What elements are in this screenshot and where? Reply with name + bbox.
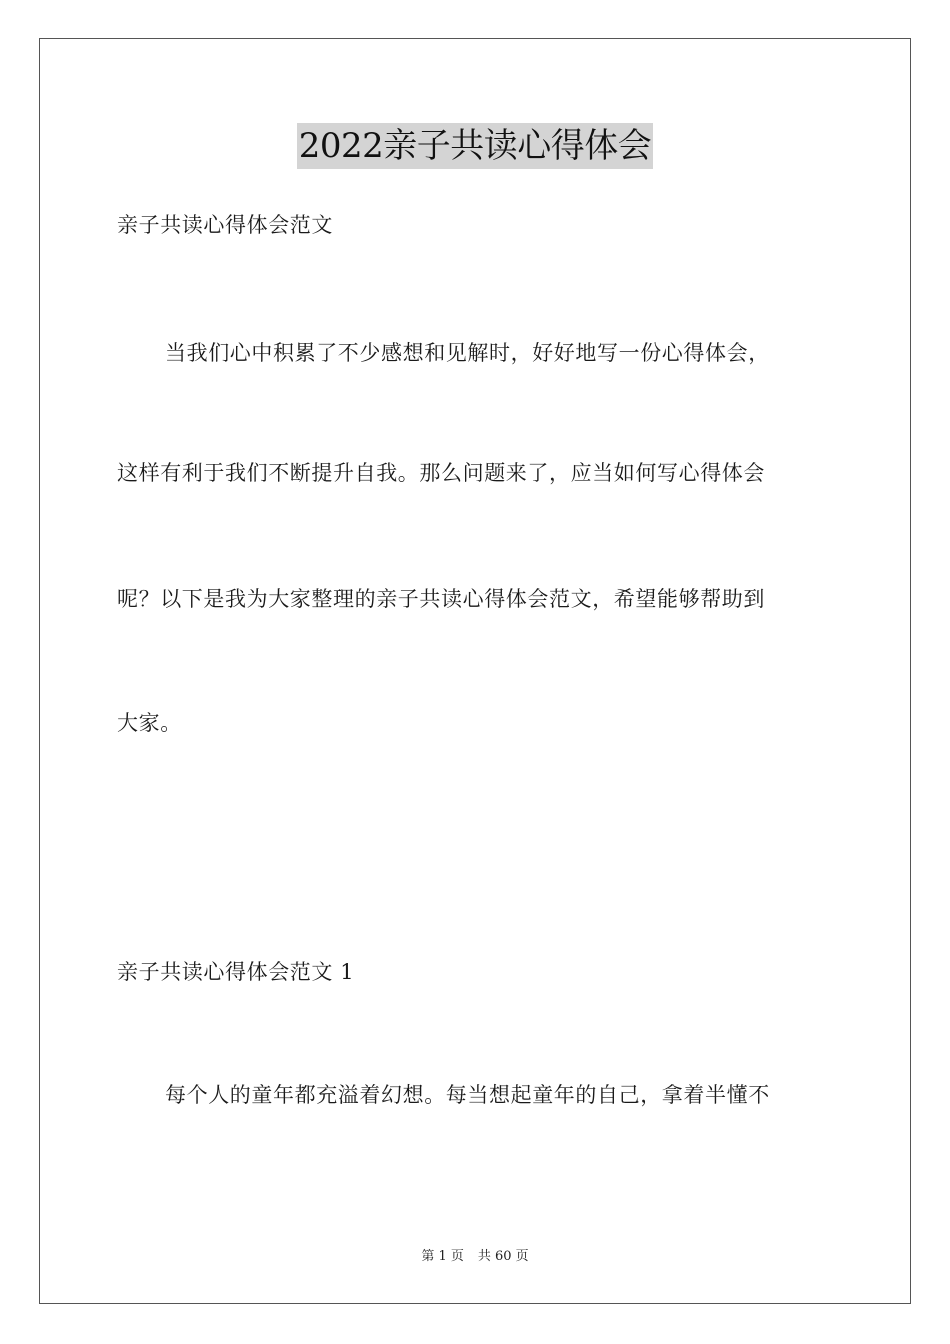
document-title: 2022亲子共读心得体会 — [297, 123, 654, 169]
page-footer — [0, 1248, 950, 1266]
document-subtitle: 亲子共读心得体会范文 — [117, 213, 333, 237]
section-heading-1: 亲子共读心得体会范文 1 — [117, 960, 355, 984]
page-total: 共 60 页 — [477, 1249, 529, 1264]
intro-line-2: 这样有利于我们不断提升自我。那么问题来了，应当如何写心得体会 — [117, 461, 765, 485]
page-number: 第 1 页 — [421, 1249, 464, 1264]
intro-line-1: 当我们心中积累了不少感想和见解时，好好地写一份心得体会， — [165, 341, 770, 365]
intro-line-4: 大家。 — [117, 711, 182, 735]
intro-line-3: 呢？以下是我为大家整理的亲子共读心得体会范文，希望能够帮助到 — [117, 587, 765, 611]
section1-line-1: 每个人的童年都充溢着幻想。每当想起童年的自己，拿着半懂不 — [165, 1083, 770, 1107]
title-container — [0, 123, 950, 169]
